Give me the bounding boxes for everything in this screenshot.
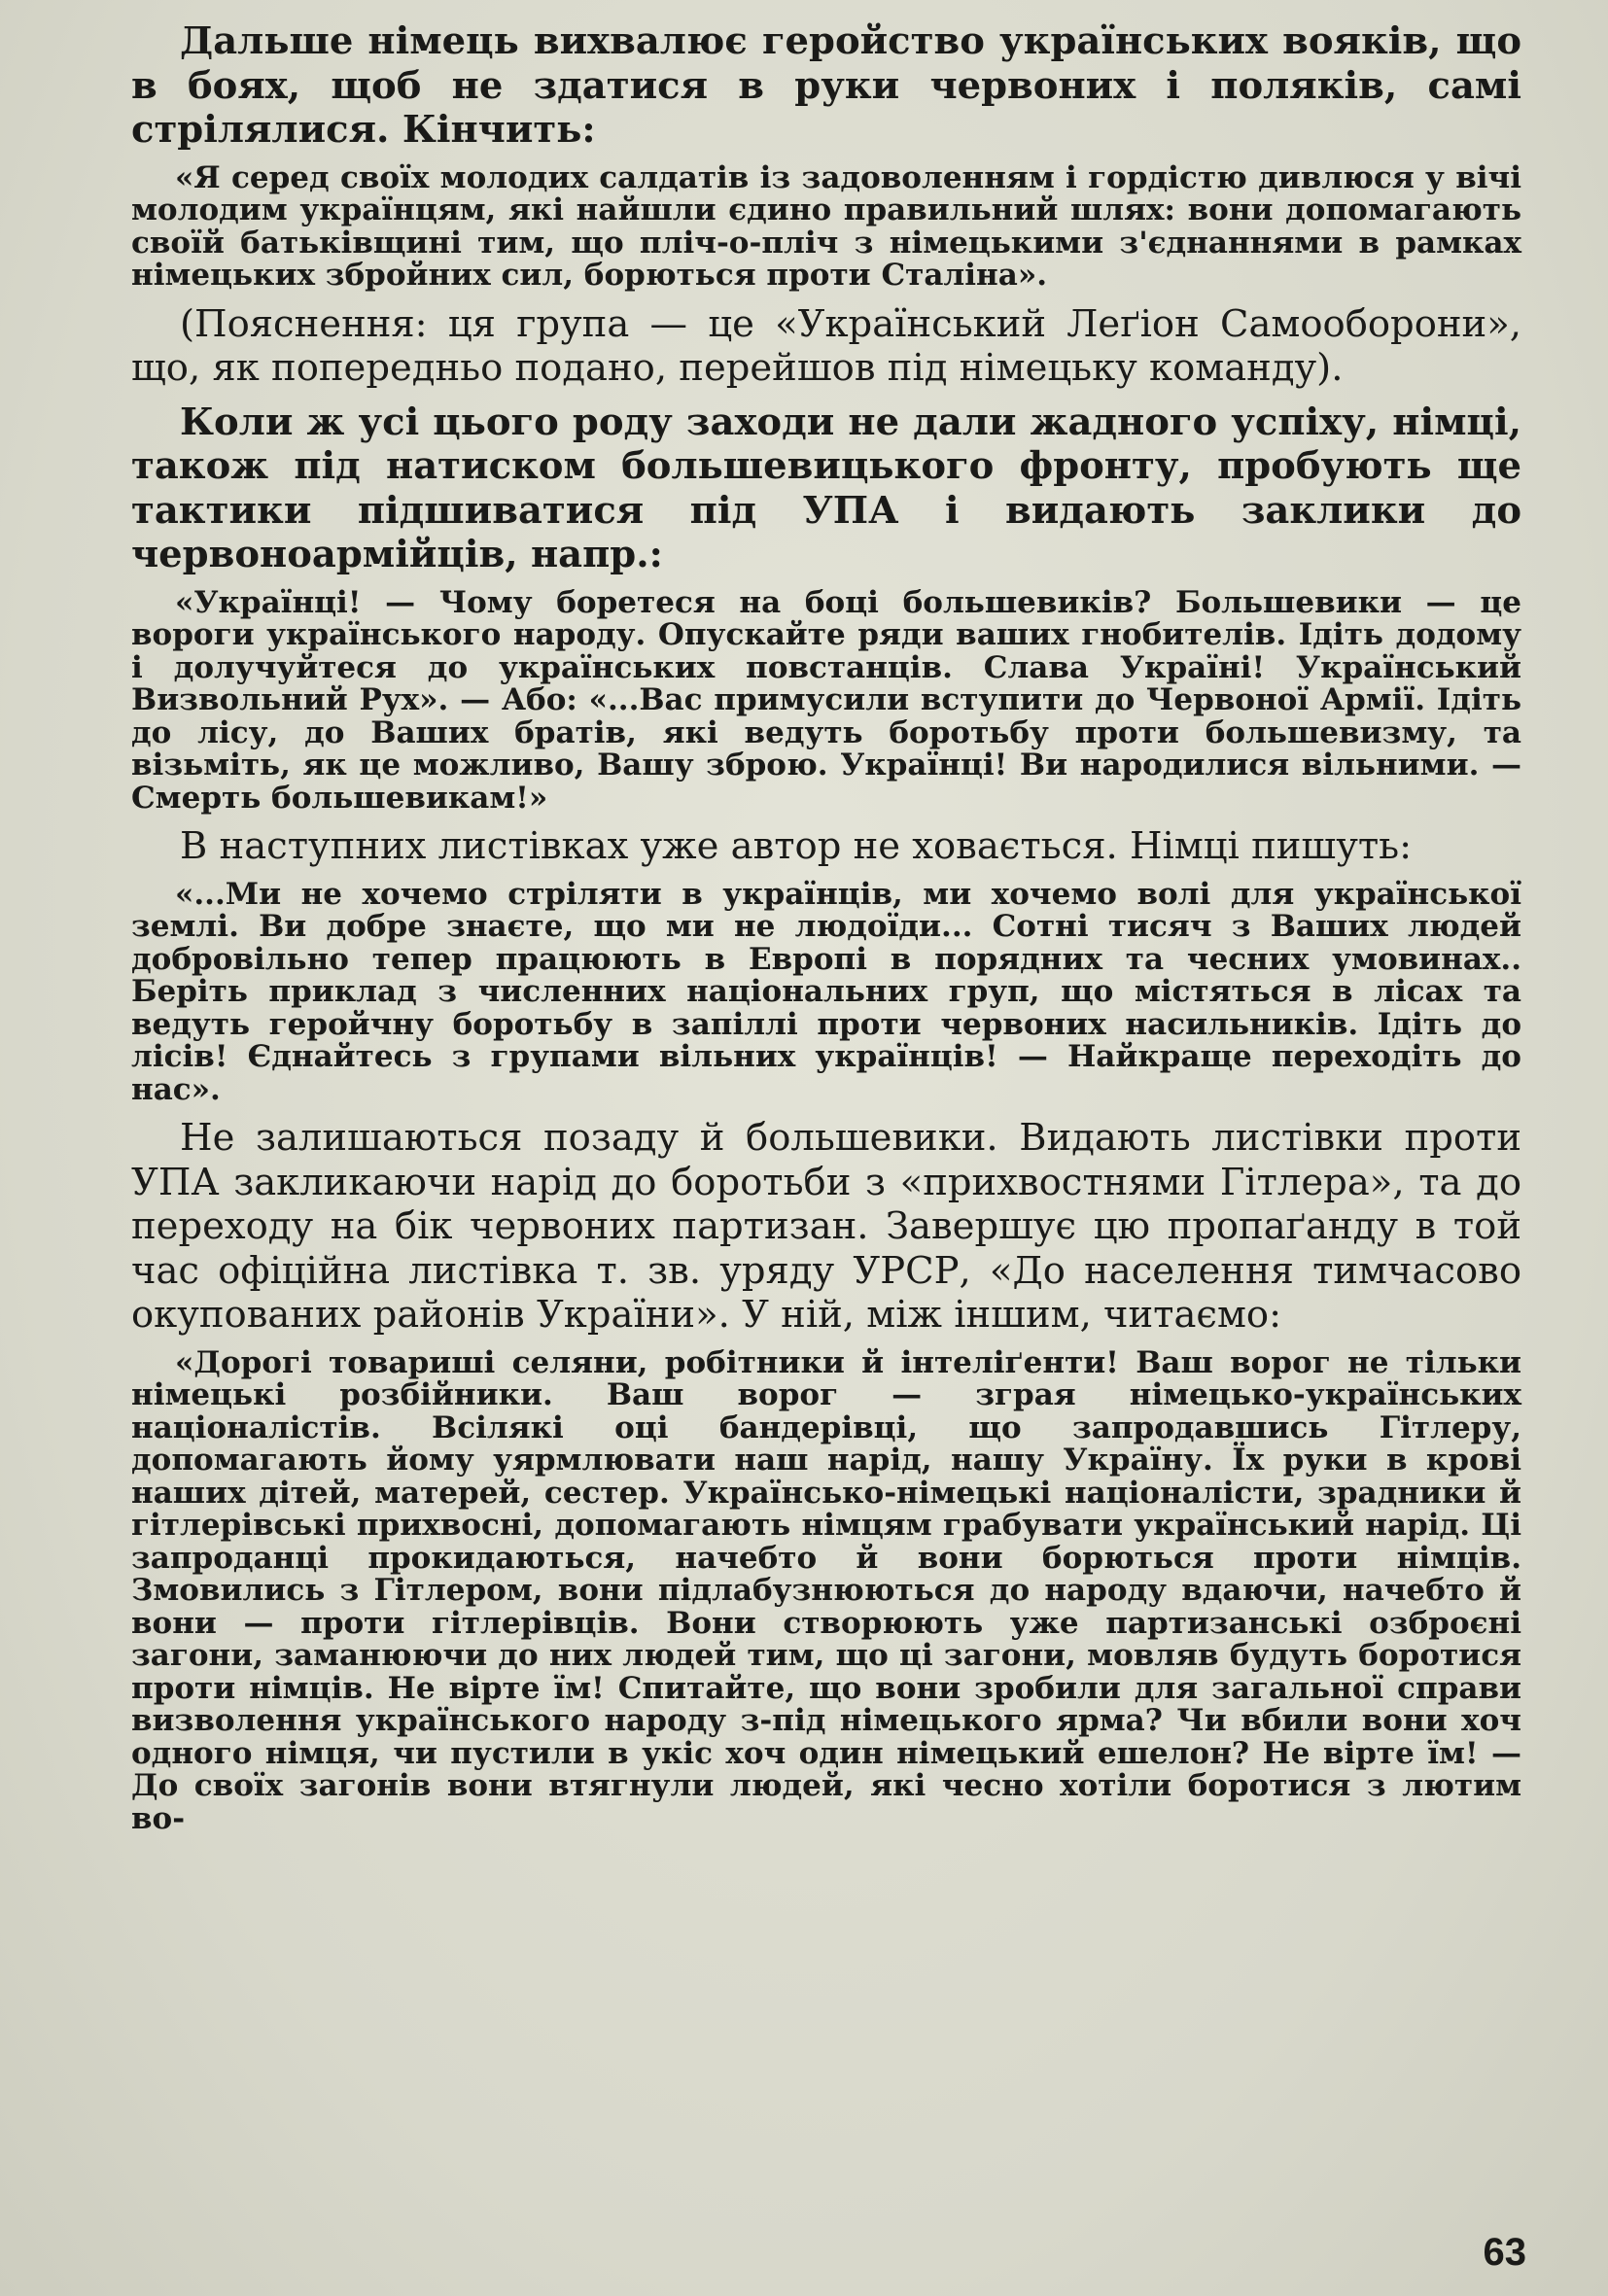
quote-4: «Дорогі товариші селяни, робітники й інтеліґенти! Ваш ворог не тільки німецькі розбійники. Ваш ворог — зграя німецько-українських націоналістів. Всілякі оці бандерівці, що запродавшись Гітлеру, допомагають йому уярмлювати наш нарід, нашу Україну. Їх руки в крові наших дітей, матерей, сестер. Українсько-німецькі націоналісти, зрадники й гітлерівські прихвосні, допомагають німцям грабувати український нарід. Ці запроданці прокидаються, начебто й вони борються проти німців. Змовились з Гітлером, вони підлабузнюються до народу вдаючи, начебто й вони — проти гітлерівців. Вони створюють уже партизанські озброєні загони, заманюючи до них людей тим, що ці загони, мовляв будуть боротися проти німців. Не вірте їм! Спитайте, що вони зробили для загальної справи визволення українського народу з-під німецького ярма? Чи вбили вони хоч одного німця, чи пустили в укіс хоч один німецький ешелон? Не вірте їм! — До своїх загонів вони втягнули людей, які чесно хотіли боротися з лютим во- <box>131 1344 1521 1836</box>
paragraph-4: В наступних листівках уже автор не ховається. Німці пишуть: <box>180 824 1413 868</box>
quote-2: «Українці! — Чому боретеся на боці большевиків? Большевики — це вороги українського народу. Опускайте ряди ваших гнобителів. Ідіть додому і долучуйтеся до українських повстанців. Слава Україні! Український Визвольний Рух». — Або: «...Вас примусили вступити до Червоної Армії. Ідіть до лісу, до Ваших братів, які ведуть боротьбу проти большевизму, та візьміть, як це можливо, Вашу зброю. Українці! Ви народилися вільними. — Смерть большевикам!» <box>131 584 1521 816</box>
paragraph-5: Не залишаються позаду й большевики. Видають листівки проти УПА закликаючи нарід до боротьби з «прихвостнями Гітлера», та до переходу на бік червоних партизан. Завершує цю пропаґанду в той час офіційна листівка т. зв. уряду УРСР, «До населення тимчасово окупованих районів України». У ній, між іншим, читаємо: <box>131 1116 1521 1337</box>
quote-1: «Я серед своїх молодих салдатів із задоволенням і гордістю дивлюся у вічі молодим українцям, які найшли єдино правильний шлях: вони допомагають своїй батьківщині тим, що пліч-о-пліч з німецькими з'єднаннями в рамках німецьких збройних сил, борються проти Сталіна». <box>131 159 1521 293</box>
paragraph-2: (Пояснення: ця група — це «Український Леґіон Самооборони», що, як попередньо подано, перейшов під німецьку команду). <box>131 301 1521 390</box>
paragraph-3: Коли ж усі цього роду заходи не дали жадного успіху, німці, також під натиском большевицького фронту, пробують ще тактики підшиватися під УПА і видають заклики до червоноармійців, напр.: <box>131 400 1521 576</box>
text-column <box>131 19 1521 1845</box>
paragraph-1: Дальше німець вихвалює геройство українських вояків, що в боях, щоб не здатися в руки червоних і поляків, самі стрілялися. Кінчить: <box>131 19 1521 152</box>
page-number: 63 <box>1483 2231 1526 2274</box>
quote-3: «...Ми не хочемо стріляти в українців, ми хочемо волі для української землі. Ви добре знаєте, що ми не людоїди... Сотні тисяч з Ваших людей добровільно тепер працюють в Европі в порядних та чесних умовинах.. Беріть приклад з численних національних груп, що містяться в лісах та ведуть геройчну боротьбу в запіллі проти червоних насильників. Ідіть до лісів! Єднайтесь з групами вільних українців! — Найкраще переходіть до нас». <box>131 876 1521 1107</box>
